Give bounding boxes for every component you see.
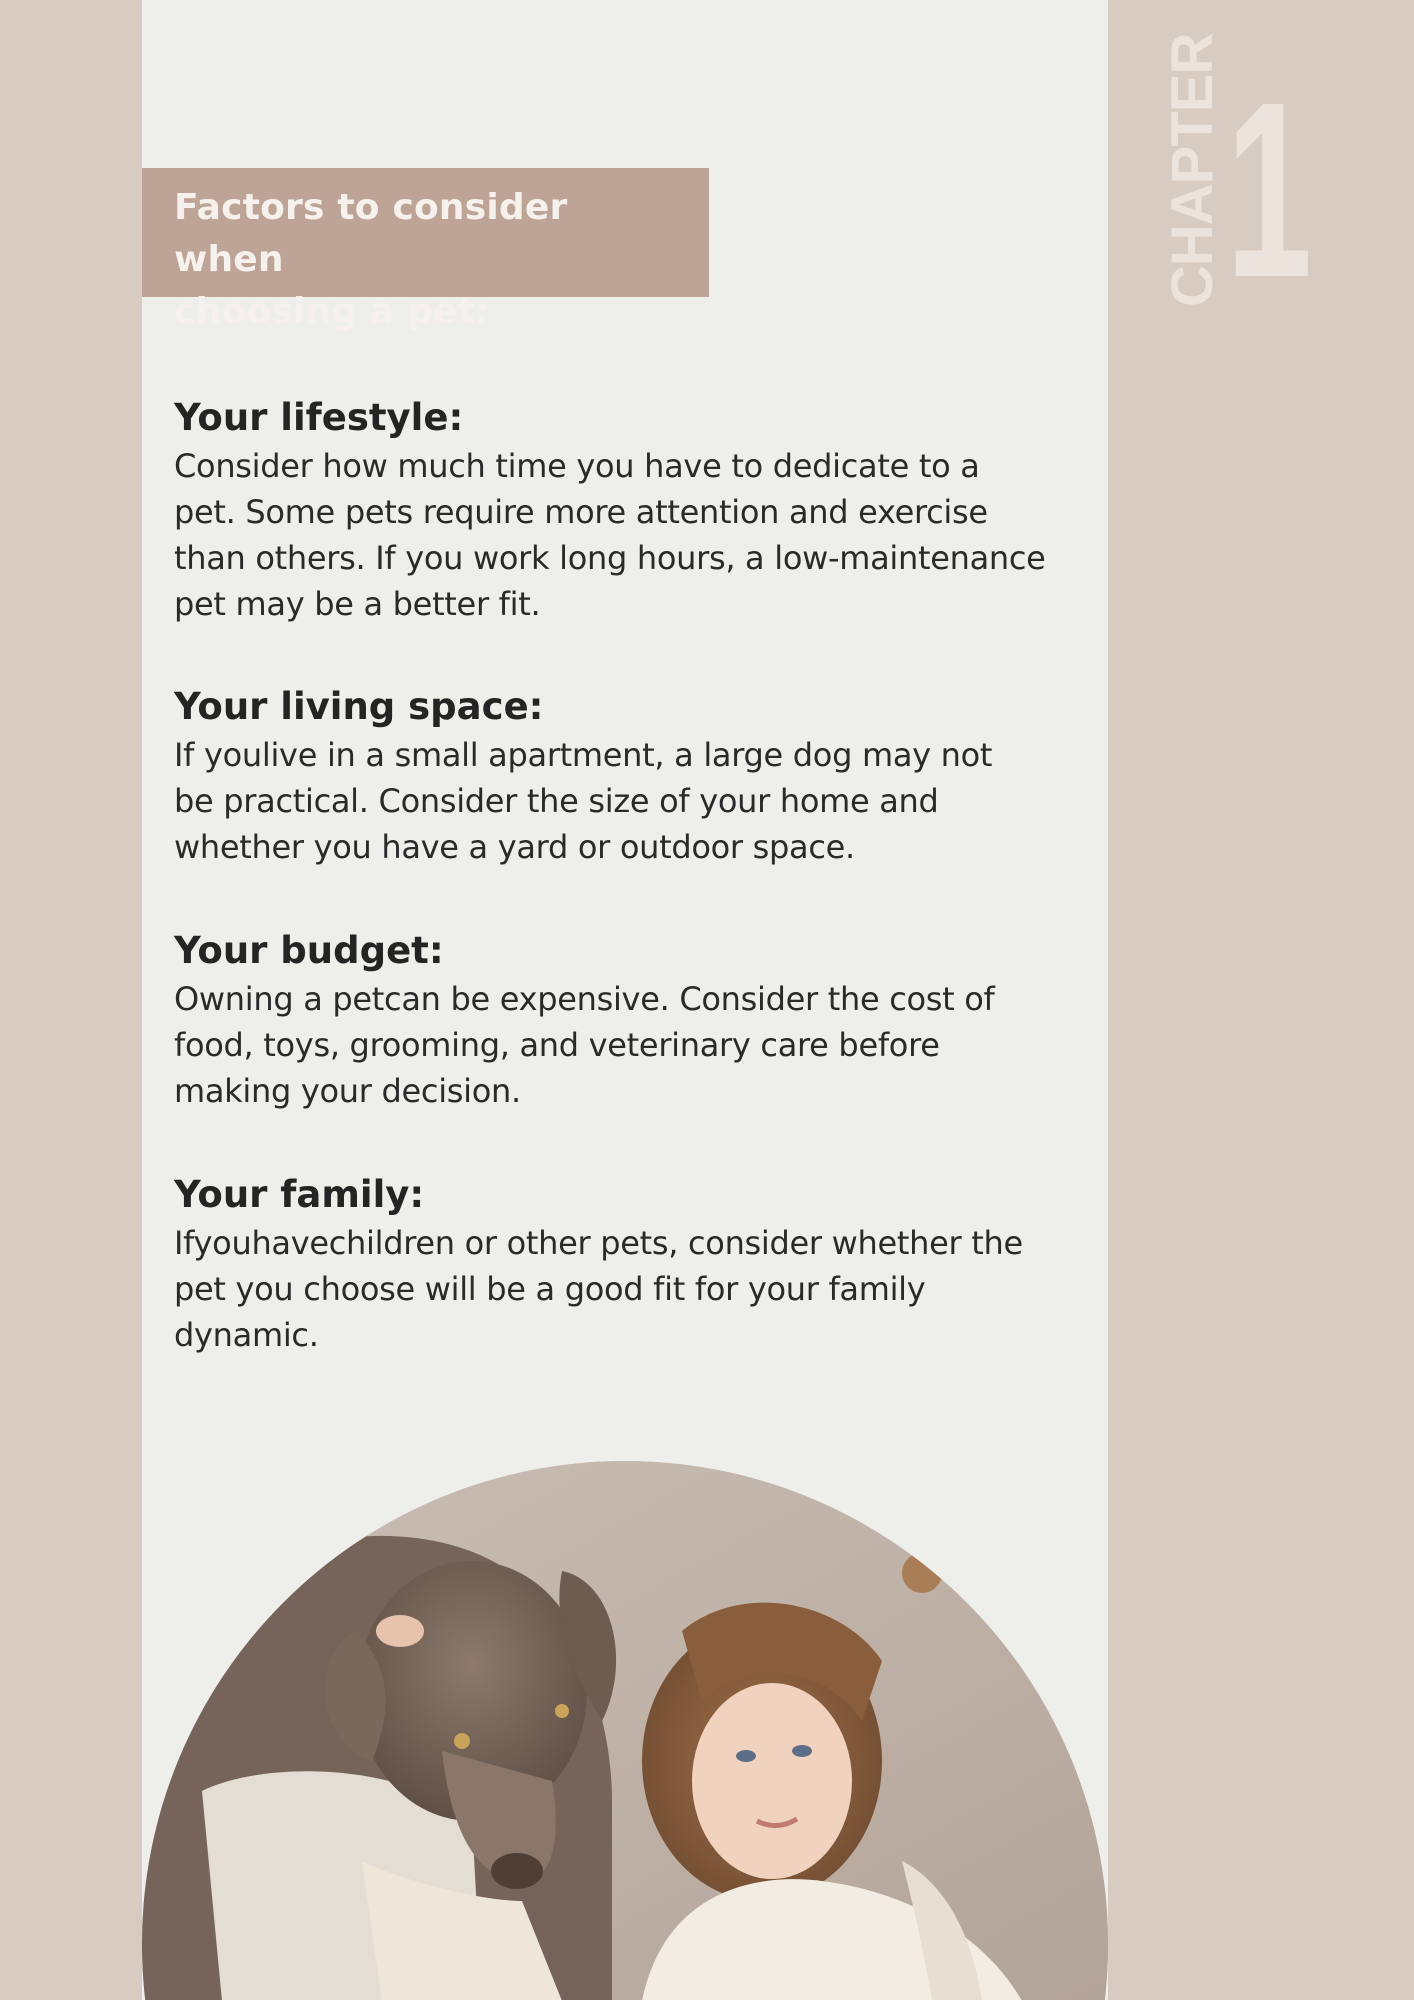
body-line: food, toys, grooming, and veterinary care before — [174, 1026, 940, 1064]
body-line: than others. If you work long hours, a low-maintenance — [174, 539, 1046, 577]
section-title: Your family: — [174, 1173, 425, 1216]
chapter-label — [1160, 33, 1313, 329]
section-lifestyle — [174, 393, 1064, 627]
section-header — [174, 182, 689, 338]
section-family — [174, 1170, 1064, 1358]
section-body — [174, 732, 1064, 870]
body-line: pet you choose will be a good fit for your family — [174, 1270, 926, 1308]
chapter-number: 1 — [1226, 50, 1313, 329]
section-body — [174, 976, 1064, 1114]
body-line: If youlive in a small apartment, a large dog may not — [174, 736, 993, 774]
body-line: Ifyouhavechildren or other pets, consider whether the — [174, 1224, 1023, 1262]
body-line: pet. Some pets require more attention and exercise — [174, 493, 988, 531]
section-header-box — [142, 168, 709, 332]
body-line: pet may be a better fit. — [174, 585, 541, 623]
section-title: Your lifestyle: — [174, 396, 464, 439]
section-title: Your budget: — [174, 929, 444, 972]
body-line: be practical. Consider the size of your home and — [174, 782, 939, 820]
section-header-line-2: choosing a pet: — [174, 291, 490, 332]
content-panel — [142, 0, 1108, 2000]
section-title: Your living space: — [174, 685, 544, 728]
body-line: dynamic. — [174, 1316, 319, 1354]
body-line: making your decision. — [174, 1072, 521, 1110]
body-line: Owning a petcan be expensive. Consider the cost of — [174, 980, 995, 1018]
section-body — [174, 1220, 1064, 1358]
photo-illustration — [142, 1461, 1108, 2000]
section-body — [174, 443, 1064, 627]
chapter-word: CHAPTER — [1160, 33, 1225, 307]
girl-and-dog-photo — [142, 1461, 1108, 2000]
body-line: whether you have a yard or outdoor space. — [174, 828, 855, 866]
body-line: Consider how much time you have to dedicate to a — [174, 447, 980, 485]
section-living-space — [174, 682, 1064, 870]
section-budget — [174, 926, 1064, 1114]
section-header-line-1: Factors to consider when — [174, 187, 568, 280]
